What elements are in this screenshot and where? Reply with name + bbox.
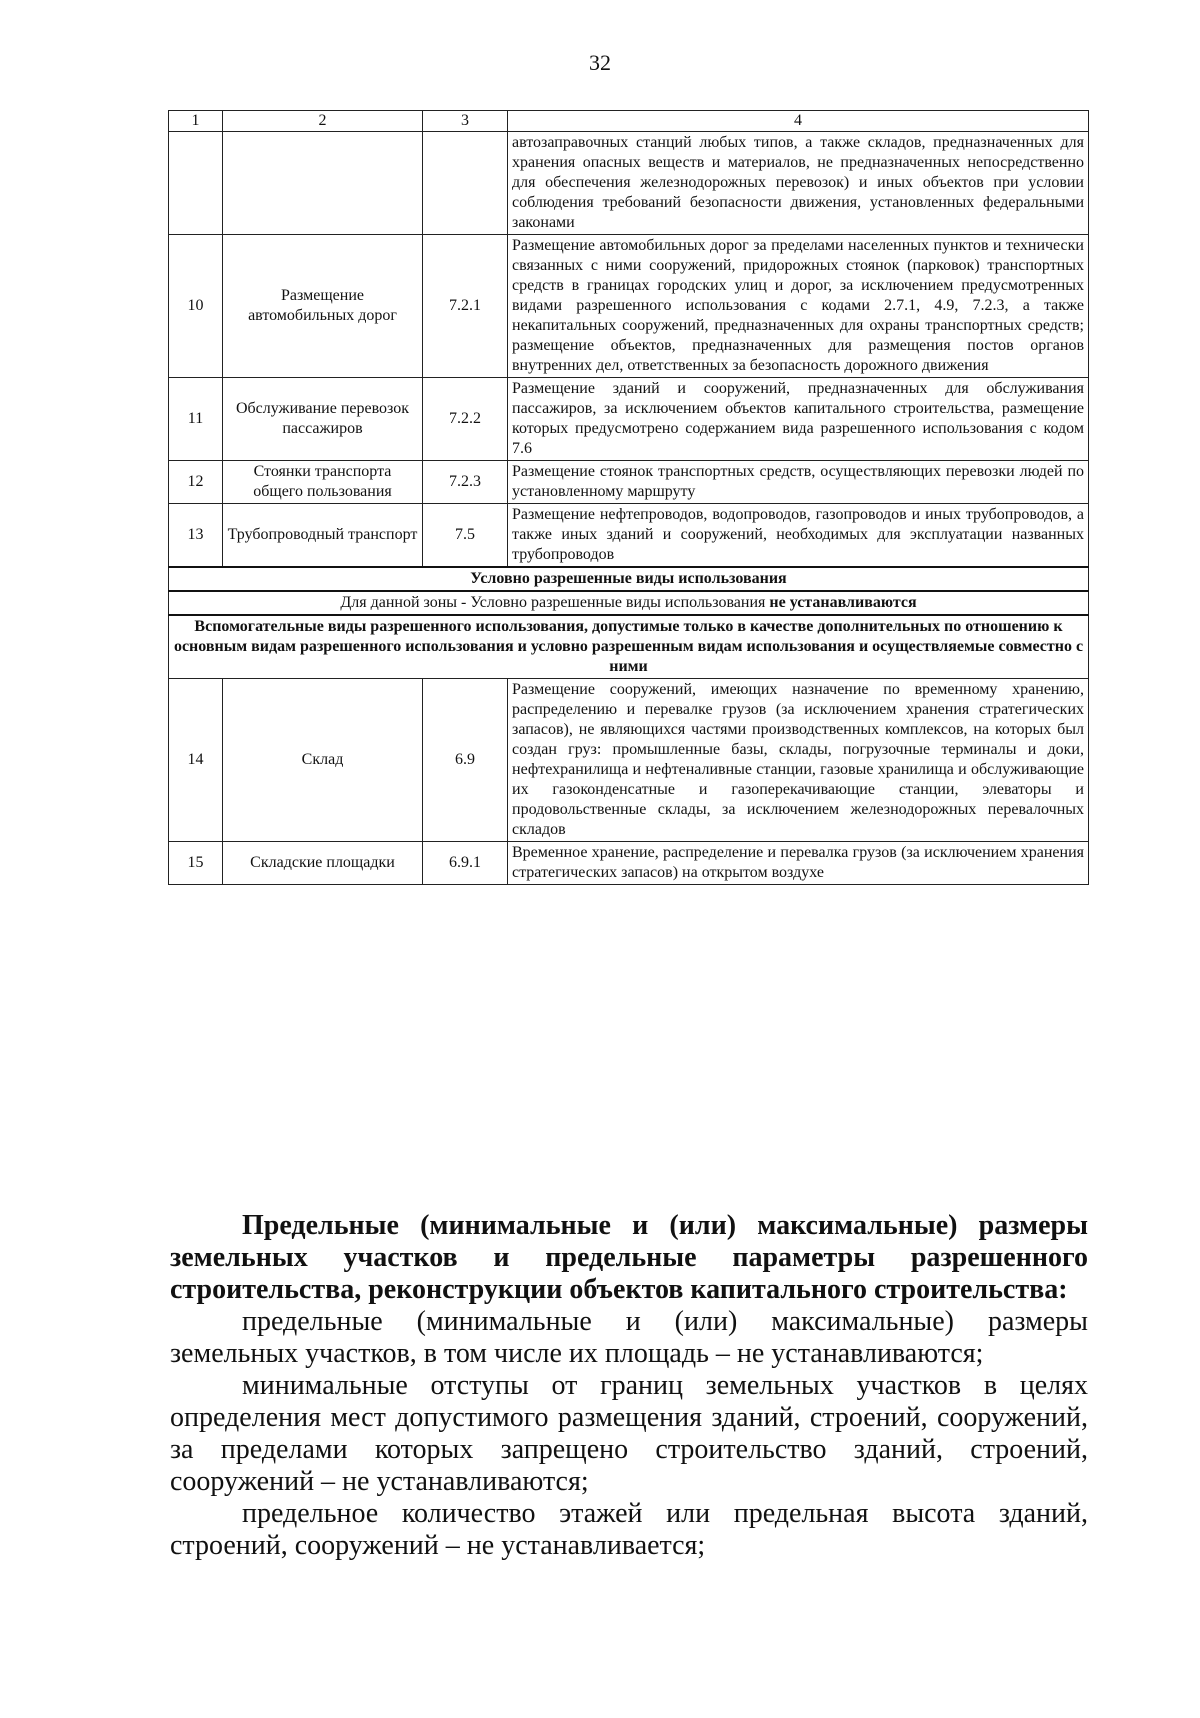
row-name: Стоянки транспорта общего пользования [223, 461, 423, 504]
row-code: 6.9.1 [423, 842, 508, 885]
row-number [169, 132, 223, 235]
row-number: 11 [169, 378, 223, 461]
row-description: Размещение нефтепроводов, водопроводов, газопроводов и иных трубопроводов, а также иных зданий и сооружений, необходимых для эксплуатации названных трубопроводов [508, 504, 1089, 568]
row-name: Склад [223, 679, 423, 842]
row-code: 7.2.3 [423, 461, 508, 504]
row-description: автозаправочных станций любых типов, а также складов, предназначенных для хранения опасных веществ и материалов, не предназначенных непосредственно для обеспечения железнодорожных перевозок) и иных объектов при условии соблюдения требований безопасности движения, установленных федеральными законами [508, 132, 1089, 235]
row-code: 6.9 [423, 679, 508, 842]
row-number: 13 [169, 504, 223, 568]
limits-paragraph: предельные (минимальные и (или) максимальные) размеры земельных участков, в том числе их площадь – не устанавливаются; [170, 1306, 1088, 1369]
conditional-note-bold: не устанавливаются [769, 594, 917, 611]
row-description: Размещение зданий и сооружений, предназначенных для обслуживания пассажиров, за исключением объектов капитального строительства, размещение которых предусмотрено содержанием вида разрешенного использования с кодом 7.6 [508, 378, 1089, 461]
row-number: 12 [169, 461, 223, 504]
row-code: 7.2.1 [423, 235, 508, 378]
table-header-row [169, 111, 1089, 132]
row-code: 7.5 [423, 504, 508, 568]
table-row [169, 378, 1089, 461]
header-col-2: 2 [223, 111, 423, 132]
header-col-4: 4 [508, 111, 1089, 132]
table-row [169, 504, 1089, 568]
row-number: 10 [169, 235, 223, 378]
row-name: Трубопроводный транспорт [223, 504, 423, 568]
header-col-3: 3 [423, 111, 508, 132]
table-row [169, 679, 1089, 842]
row-name: Обслуживание перевозок пассажиров [223, 378, 423, 461]
row-description: Временное хранение, распределение и перевалка грузов (за исключением хранения стратегических запасов) на открытом воздухе [508, 842, 1089, 885]
row-description: Размещение автомобильных дорог за пределами населенных пунктов и технически связанных с ними сооружений, придорожных стоянок (парковок) транспортных средств в границах городских улиц и дорог, за исключением предусмотренных видами разрешенного использования с кодами 2.7.1, 4.9, 7.2.3, а также некапитальных сооружений, предназначенных для охраны транспортных средств; размещение объектов, предназначенных для размещения постов органов внутренних дел, ответственных за безопасность дорожного движения [508, 235, 1089, 378]
row-name [223, 132, 423, 235]
land-use-table [168, 110, 1089, 885]
header-col-1: 1 [169, 111, 223, 132]
row-code: 7.2.2 [423, 378, 508, 461]
row-description: Размещение стоянок транспортных средств, осуществляющих перевозки людей по установленному маршруту [508, 461, 1089, 504]
page-number: 32 [589, 50, 611, 75]
conditional-section-title: Условно разрешенные виды использования [169, 567, 1089, 591]
section-row-conditional [169, 567, 1089, 591]
row-number: 14 [169, 679, 223, 842]
limits-paragraph: минимальные отступы от границ земельных участков в целях определения мест допустимого размещения зданий, строений, сооружений, за пределами которых запрещено строительство зданий, строений, сооружений – не устанавливаются; [170, 1370, 1088, 1497]
table-row [169, 461, 1089, 504]
table-row [169, 235, 1089, 378]
section-row-auxiliary [169, 615, 1089, 679]
table-row [169, 842, 1089, 885]
limits-section [170, 1210, 1088, 1562]
conditional-note-prefix: Для данной зоны - Условно разрешенные виды использования [340, 594, 766, 611]
limits-paragraph: предельное количество этажей или предельная высота зданий, строений, сооружений – не устанавливается; [170, 1498, 1088, 1561]
auxiliary-section-title: Вспомогательные виды разрешенного использования, допустимые только в качестве дополнительных по отношению к основным видам разрешенного использования и условно разрешенным видам использования и осуществляемые совместно с ними [169, 615, 1089, 679]
limits-heading: Предельные (минимальные и (или) максимальные) размеры земельных участков и предельные параметры разрешенного строительства, реконструкции объектов капитального строительства: [170, 1210, 1088, 1305]
row-name: Размещение автомобильных дорог [223, 235, 423, 378]
table-row [169, 132, 1089, 235]
row-name: Складские площадки [223, 842, 423, 885]
row-number: 15 [169, 842, 223, 885]
row-description: Размещение сооружений, имеющих назначение по временному хранению, распределению и перевалке грузов (за исключением хранения стратегических запасов), не являющихся частями производственных комплексов, на которых был создан груз: промышленные базы, склады, погрузочные терминалы и доки, нефтехранилища и нефтеналивные станции, газовые хранилища и обслуживающие их газоконденсатные и газоперекачивающие станции, элеваторы и продовольственные склады, за исключением железнодорожных перевалочных складов [508, 679, 1089, 842]
conditional-note [169, 591, 1089, 615]
section-row-conditional-note [169, 591, 1089, 615]
row-code [423, 132, 508, 235]
